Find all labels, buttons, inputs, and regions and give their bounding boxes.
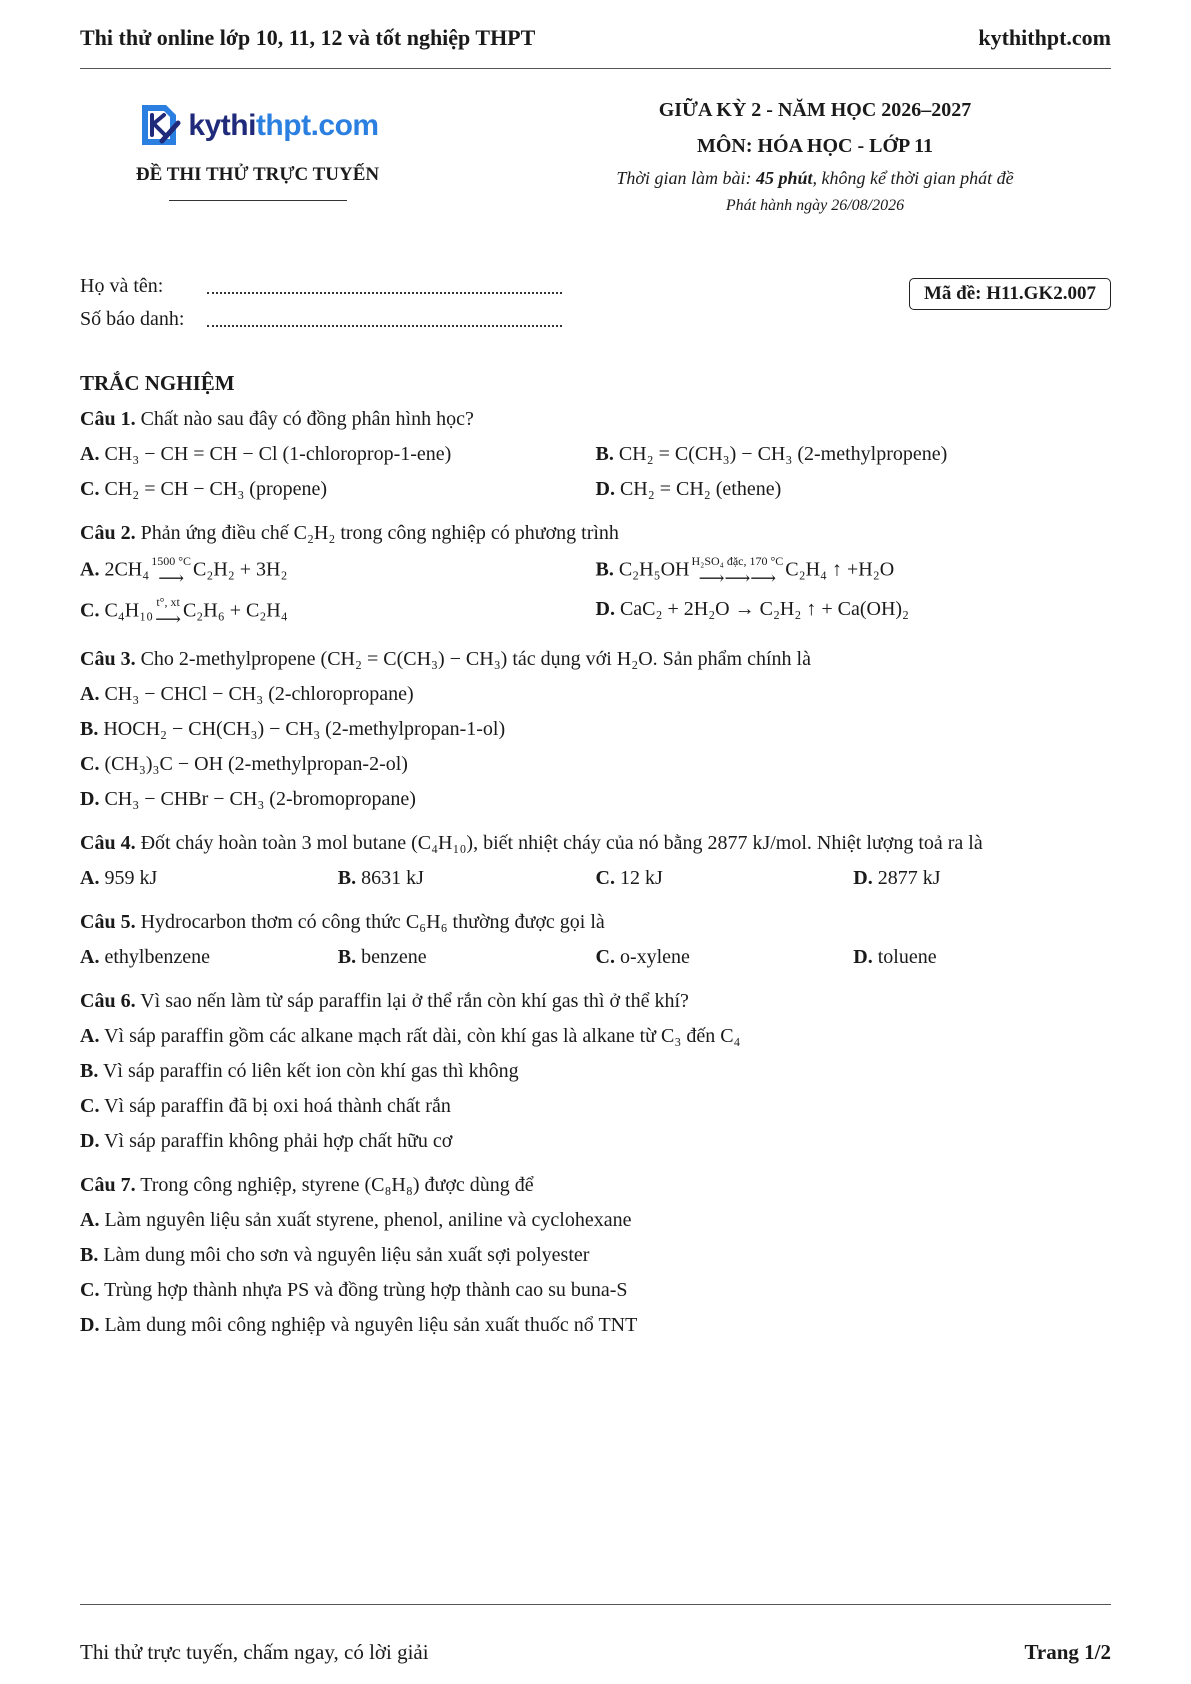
- option-7a[interactable]: A. Làm nguyên liệu sản xuất styrene, phenol, aniline và cyclohexane: [80, 1209, 632, 1231]
- student-id-field[interactable]: [207, 303, 562, 327]
- footer-tagline: Thi thử trực tuyến, chấm ngay, có lời giải: [80, 1640, 429, 1664]
- exam-heading: [550, 96, 1080, 215]
- header-divider: [80, 68, 1111, 69]
- option-6a[interactable]: A. Vì sáp paraffin gồm các alkane mạch rất dài, còn khí gas là alkane từ C₃ đến C₄: [80, 1025, 741, 1047]
- student-info: [80, 265, 562, 331]
- questions-section: [80, 370, 1111, 1356]
- exam-page: [80, 0, 1111, 1684]
- name-field[interactable]: [207, 270, 562, 294]
- option-1b[interactable]: B. CH₂ = C(CH₃) − CH₃ (2-methylpropene): [595, 443, 948, 465]
- page-number: Trang 1/2: [1024, 1640, 1111, 1664]
- exam-time: Thời gian làm bài: 45 phút, không kể thời gian phát đề: [616, 168, 1014, 188]
- option-2c[interactable]: C. C₄H₁₀ t°, xt ⟶ C₂H₆ + C₂H₄: [80, 595, 288, 629]
- section-title: TRẮC NGHIỆM: [80, 371, 235, 395]
- footer-divider: [80, 1604, 1111, 1605]
- option-4d[interactable]: D. 2877 kJ: [853, 867, 941, 889]
- option-5d[interactable]: D. toluene: [853, 946, 937, 968]
- option-7b[interactable]: B. Làm dung môi cho sơn và nguyên liệu sản xuất sợi polyester: [80, 1244, 590, 1266]
- logo-text: kythithpt.com: [188, 109, 379, 142]
- reaction-arrow-icon: H₂SO₄ đặc, 170 °C ⟶⟶⟶: [691, 554, 784, 588]
- brand-underline: [169, 200, 347, 201]
- exam-subject: MÔN: HÓA HỌC - LỚP 11: [696, 135, 934, 157]
- logo[interactable]: [80, 98, 435, 154]
- question-6: Câu 6. Vì sao nến làm từ sáp paraffin lại ở thể rắn còn khí gas thì ở thể khí? A. Vì sáp paraffin gồm các alkane mạch rất dài, còn khí gas là alkane từ C₃ đến C₄ B. Vì sáp paraffin có liên kết ion còn khí gas thì không C. Vì sáp paraffin đã bị oxi hoá thành chất rắn D. Vì sáp paraffin không phải hợp chất hữu cơ: [80, 988, 1111, 1154]
- reaction-arrow-icon: t°, xt ⟶: [155, 595, 181, 629]
- footer: [80, 1640, 1111, 1665]
- option-4a[interactable]: A. 959 kJ: [80, 867, 158, 889]
- option-4b[interactable]: B. 8631 kJ: [337, 867, 424, 889]
- option-2d[interactable]: D. CaC₂ + 2H₂O → C₂H₂ ↑ + Ca(OH)₂: [595, 598, 910, 620]
- option-3c[interactable]: C. (CH₃)₃C − OH (2-methylpropan-2-ol): [80, 753, 408, 775]
- question-4: Câu 4. Đốt cháy hoàn toàn 3 mol butane (C₄H₁₀), biết nhiệt cháy của nó bằng 2877 kJ/mol. Nhiệt lượng toả ra là A. 959 kJ B. 8631 kJ C. 12 kJ D. 2877 kJ: [80, 830, 1111, 891]
- option-2b[interactable]: B. C₂H₅OH H₂SO₄ đặc, 170 °C ⟶⟶⟶ C₂H₄ ↑ +H₂O: [595, 554, 895, 588]
- exam-issued-date: Phát hành ngày 26/08/2026: [725, 197, 905, 214]
- option-1a[interactable]: A. CH₃ − CH = CH − Cl (1-chloroprop-1-ene): [80, 443, 452, 465]
- option-3b[interactable]: B. HOCH₂ − CH(CH₃) − CH₃ (2-methylpropan-1-ol): [80, 718, 506, 740]
- brand-subtitle: ĐỀ THI THỬ TRỰC TUYẾN: [135, 164, 380, 185]
- exam-term: GIỮA KỲ 2 - NĂM HỌC 2026–2027: [658, 99, 972, 121]
- question-5: Câu 5. Hydrocarbon thơm có công thức C₆H₆ thường được gọi là A. ethylbenzene B. benzene C. o-xylene D. toluene: [80, 909, 1111, 970]
- option-7c[interactable]: C. Trùng hợp thành nhựa PS và đồng trùng hợp thành cao su buna-S: [80, 1279, 628, 1301]
- option-6d[interactable]: D. Vì sáp paraffin không phải hợp chất hữu cơ: [80, 1130, 453, 1152]
- option-1c[interactable]: C. CH₂ = CH − CH₃ (propene): [80, 478, 328, 500]
- question-7: Câu 7. Trong công nghiệp, styrene (C₈H₈) được dùng để A. Làm nguyên liệu sản xuất styrene, phenol, aniline và cyclohexane B. Làm dung môi cho sơn và nguyên liệu sản xuất sợi polyester C. Trùng hợp thành nhựa PS và đồng trùng hợp thành cao su buna-S D. Làm dung môi công nghiệp và nguyên liệu sản xuất thuốc nổ TNT: [80, 1172, 1111, 1338]
- top-header: [80, 22, 1111, 54]
- header-title: Thi thử online lớp 10, 11, 12 và tốt nghiệp THPT: [80, 25, 536, 50]
- option-1d[interactable]: D. CH₂ = CH₂ (ethene): [595, 478, 782, 500]
- option-5c[interactable]: C. o-xylene: [595, 946, 690, 968]
- header-site-link[interactable]: kythithpt.com: [978, 25, 1111, 50]
- exam-code-badge: Mã đề: H11.GK2.007: [909, 278, 1111, 310]
- option-5a[interactable]: A. ethylbenzene: [80, 946, 210, 968]
- option-4c[interactable]: C. 12 kJ: [595, 867, 663, 889]
- brand-block: [80, 98, 435, 201]
- reaction-arrow-icon: 1500 °C ⟶: [151, 554, 192, 588]
- option-3a[interactable]: A. CH₃ − CHCl − CH₃ (2-chloropropane): [80, 683, 414, 705]
- logo-mark-icon: [136, 101, 182, 151]
- question-2: Câu 2. Phản ứng điều chế C₂H₂ trong công nghiệp có phương trình A. 2CH₄ 1500 °C ⟶ C₂H₂ + 3H₂ B. C₂H₅OH H₂SO₄ đặc, 170 °C ⟶⟶⟶ C₂H₄ ↑ +H₂O C. C₄H₁₀ t°, xt ⟶ C₂H₆ + C₂H₄ D. CaC₂ + 2H₂O → C₂H₂ ↑ + Ca(OH)₂: [80, 520, 1111, 628]
- option-3d[interactable]: D. CH₃ − CHBr − CH₃ (2-bromopropane): [80, 788, 416, 810]
- name-label: Họ và tên:: [80, 275, 164, 297]
- option-2a[interactable]: A. 2CH₄ 1500 °C ⟶ C₂H₂ + 3H₂: [80, 554, 288, 588]
- option-6c[interactable]: C. Vì sáp paraffin đã bị oxi hoá thành chất rắn: [80, 1095, 451, 1117]
- student-id-label: Số báo danh:: [80, 308, 185, 330]
- option-7d[interactable]: D. Làm dung môi công nghiệp và nguyên liệu sản xuất thuốc nổ TNT: [80, 1314, 638, 1336]
- option-5b[interactable]: B. benzene: [337, 946, 427, 968]
- option-6b[interactable]: B. Vì sáp paraffin có liên kết ion còn khí gas thì không: [80, 1060, 519, 1082]
- question-3: Câu 3. Cho 2-methylpropene (CH₂ = C(CH₃) − CH₃) tác dụng với H₂O. Sản phẩm chính là A. CH₃ − CHCl − CH₃ (2-chloropropane) B. HOCH₂ − CH(CH₃) − CH₃ (2-methylpropan-1-ol) C. (CH₃)₃C − OH (2-methylpropan-2-ol) D. CH₃ − CHBr − CH₃ (2-bromopropane): [80, 646, 1111, 812]
- question-1: Câu 1. Chất nào sau đây có đồng phân hình học? A. CH₃ − CH = CH − Cl (1-chloroprop-1-ene) B. CH₂ = C(CH₃) − CH₃ (2-methylpropene) C. CH₂ = CH − CH₃ (propene) D. CH₂ = CH₂ (ethene): [80, 406, 1111, 502]
